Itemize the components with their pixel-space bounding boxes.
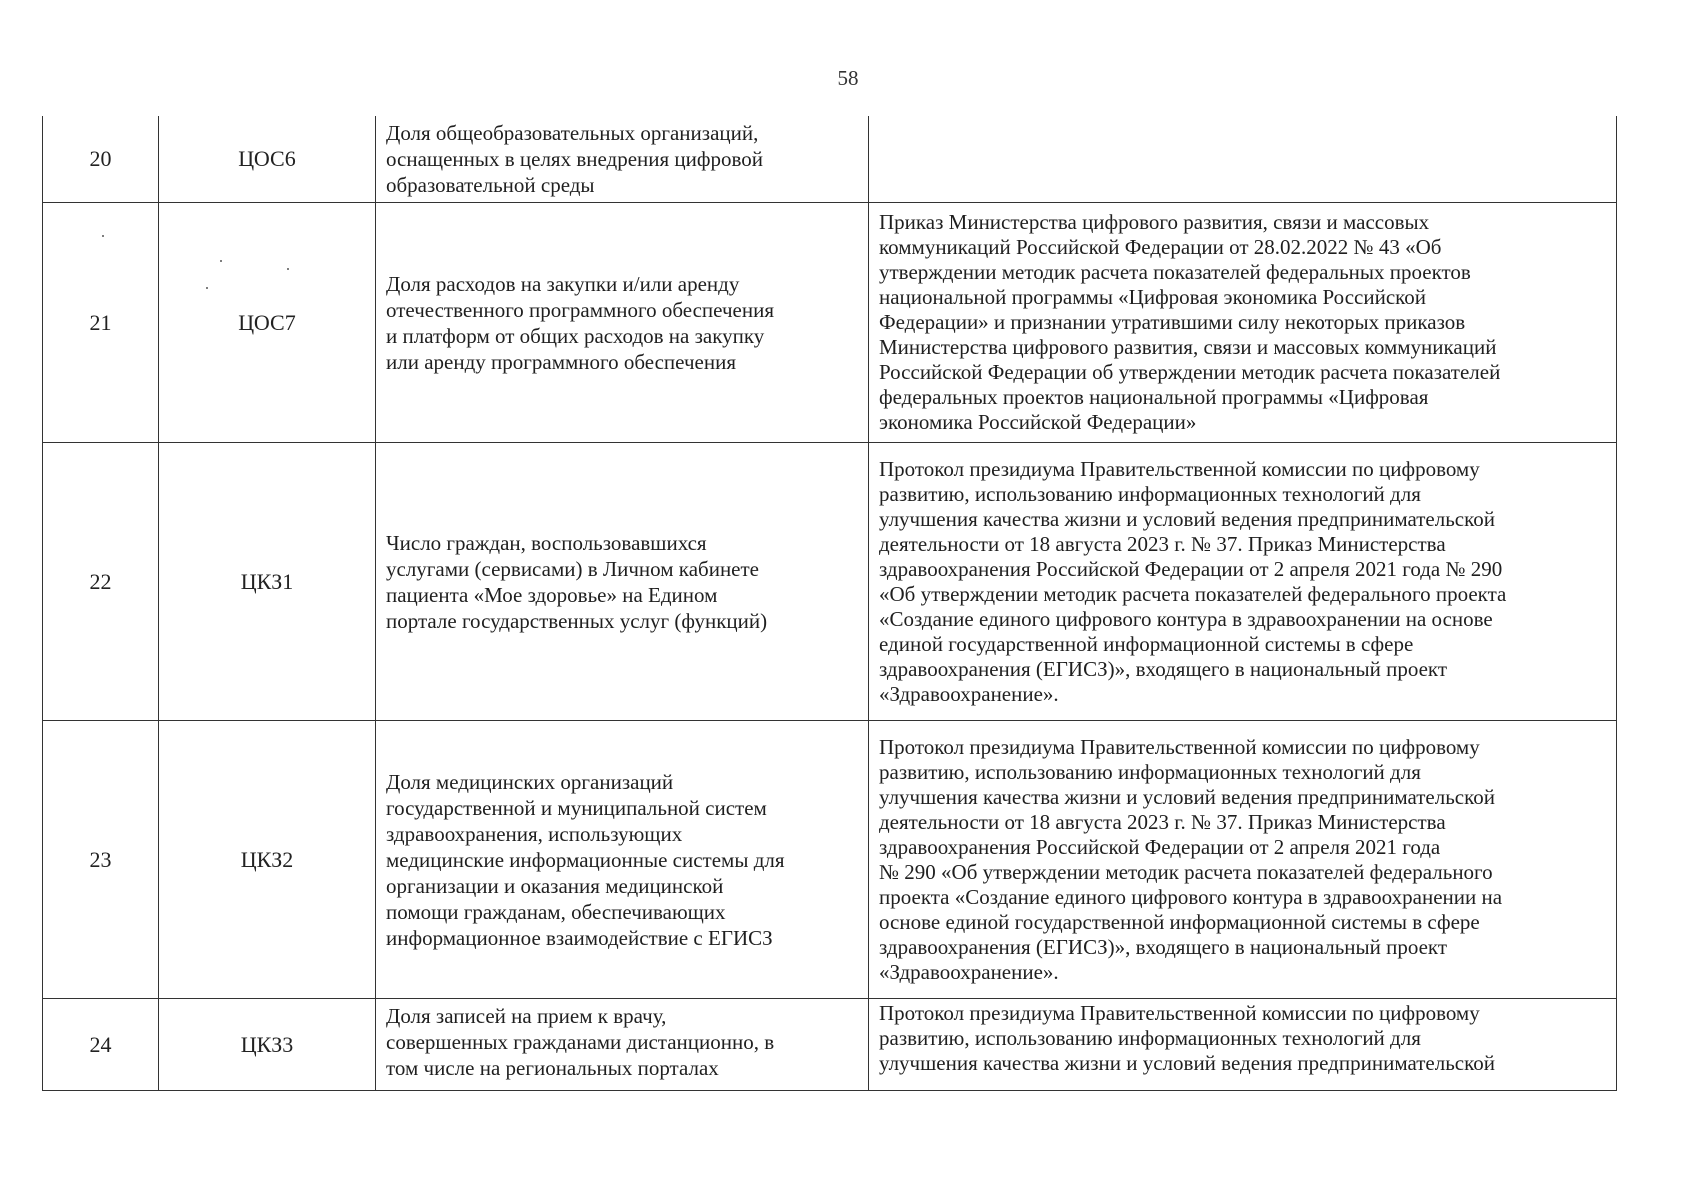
row-number-cell: 23 bbox=[43, 721, 159, 999]
row-number-cell: 21 bbox=[43, 203, 159, 443]
scan-speck bbox=[206, 287, 208, 289]
source-document-cell: Протокол президиума Правительственной комиссии по цифровому развитию, использованию информационных технологий для улучшения качества жизни и условий ведения предпринимательской деятельности от 18 августа 2023 г. № 37. Приказ Министерства здравоохранения Российской Федерации от 2 апреля 2021 года № 290 «Об утверждении методик расчета показателей федерального проекта «Создание единого цифрового контура в здравоохранении на основе единой государственной информационной системы в сфере здравоохранения (ЕГИСЗ)», входящего в национальный проект «Здравоохранение». bbox=[869, 443, 1617, 721]
table-row bbox=[43, 443, 1617, 721]
source-document-cell bbox=[869, 116, 1617, 203]
row-number-cell: 22 bbox=[43, 443, 159, 721]
indicator-name-cell: Доля расходов на закупки и/или аренду отечественного программного обеспечения и платформ от общих расходов на закупку или аренду программного обеспечения bbox=[376, 203, 869, 443]
indicator-name-cell: Доля медицинских организаций государственной и муниципальной систем здравоохранения, использующих медицинские информационные системы для организации и оказания медицинской помощи гражданам, обеспечивающих информационное взаимодействие с ЕГИСЗ bbox=[376, 721, 869, 999]
indicator-code-cell: ЦКЗ3 bbox=[159, 999, 376, 1091]
indicators-table bbox=[42, 116, 1617, 1091]
table-row bbox=[43, 203, 1617, 443]
source-document-cell: Приказ Министерства цифрового развития, связи и массовых коммуникаций Российской Федерации от 28.02.2022 № 43 «Об утверждении методик расчета показателей федеральных проектов национальной программы «Цифровая экономика Российской Федерации» и признании утратившими силу некоторых приказов Министерства цифрового развития, связи и массовых коммуникаций Российской Федерации об утверждении методик расчета показателей федеральных проектов национальной программы «Цифровая экономика Российской Федерации» bbox=[869, 203, 1617, 443]
indicator-code-cell: ЦКЗ1 bbox=[159, 443, 376, 721]
table-row bbox=[43, 721, 1617, 999]
table-row bbox=[43, 116, 1617, 203]
scan-speck bbox=[102, 235, 104, 237]
source-document-cell: Протокол президиума Правительственной комиссии по цифровому развитию, использованию информационных технологий для улучшения качества жизни и условий ведения предпринимательской деятельности от 18 августа 2023 г. № 37. Приказ Министерства здравоохранения Российской Федерации от 2 апреля 2021 года № 290 «Об утверждении методик расчета показателей федерального проекта «Создание единого цифрового контура в здравоохранении на основе единой государственной информационной системы в сфере здравоохранения (ЕГИСЗ)», входящего в национальный проект «Здравоохранение». bbox=[869, 721, 1617, 999]
indicator-code-cell: ЦОС7 bbox=[159, 203, 376, 443]
indicator-name-cell: Доля записей на прием к врачу, совершенных гражданами дистанционно, в том числе на региональных порталах bbox=[376, 999, 869, 1091]
row-number-cell: 24 bbox=[43, 999, 159, 1091]
indicator-code-cell: ЦОС6 bbox=[159, 116, 376, 203]
page-number: 58 bbox=[837, 66, 859, 90]
table-row bbox=[43, 999, 1617, 1091]
indicator-code-cell: ЦКЗ2 bbox=[159, 721, 376, 999]
indicator-name-cell: Число граждан, воспользовавшихся услугами (сервисами) в Личном кабинете пациента «Мое здоровье» на Едином портале государственных услуг (функций) bbox=[376, 443, 869, 721]
source-document-cell: Протокол президиума Правительственной комиссии по цифровому развитию, использованию информационных технологий для улучшения качества жизни и условий ведения предпринимательской bbox=[869, 999, 1617, 1091]
row-number-cell: 20 bbox=[43, 116, 159, 203]
scan-speck bbox=[220, 260, 222, 262]
indicator-name-cell: Доля общеобразовательных организаций, оснащенных в целях внедрения цифровой образовательной среды bbox=[376, 116, 869, 203]
scan-speck bbox=[287, 268, 289, 270]
